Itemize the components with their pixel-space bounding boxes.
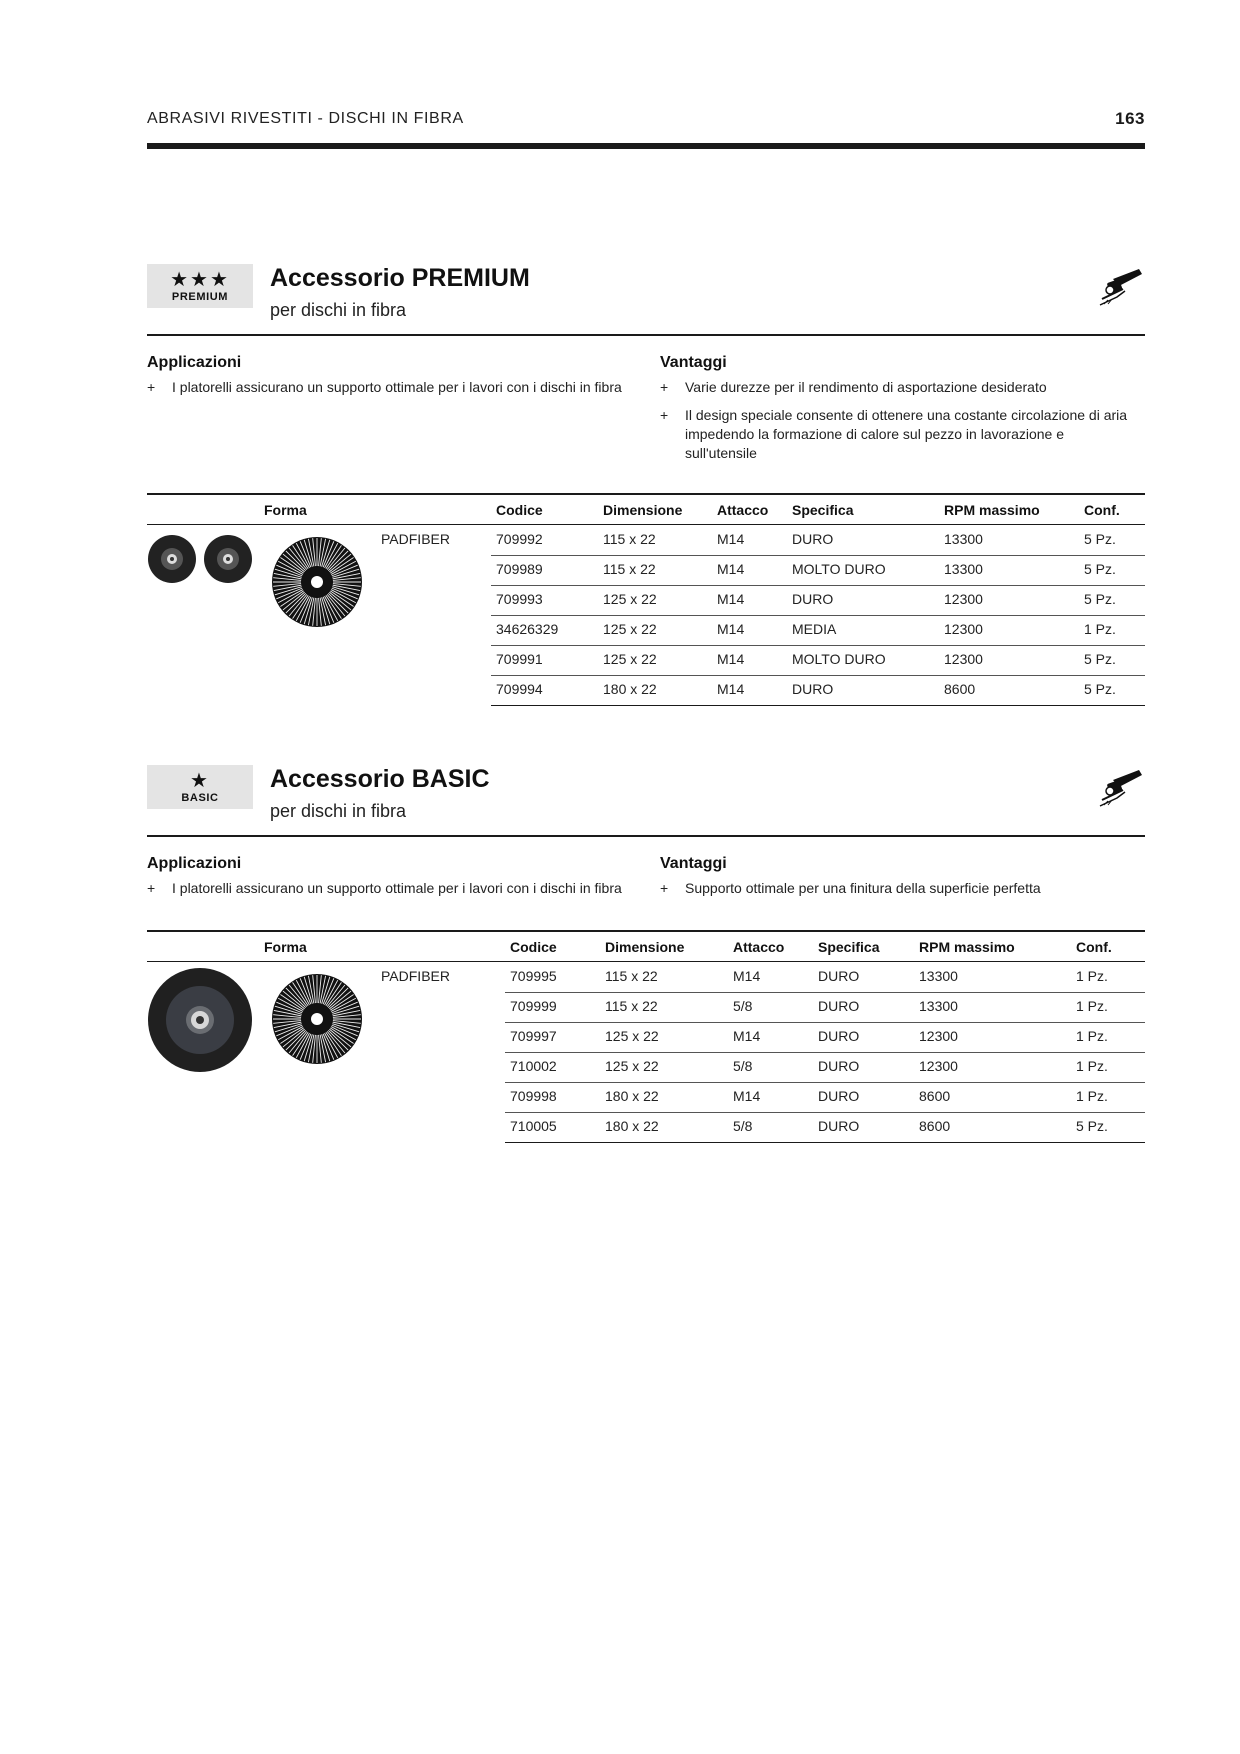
- dimensione-cell: 125 x 22: [605, 1058, 659, 1074]
- codice-cell: 709997: [510, 1028, 557, 1044]
- specifica-cell: MOLTO DURO: [792, 651, 886, 667]
- angle-grinder-icon: [1099, 267, 1145, 307]
- conf-cell: 1 Pz.: [1084, 621, 1116, 637]
- table-row: [505, 1083, 1145, 1113]
- column-header-attacco: Attacco: [733, 939, 785, 955]
- codice-cell: 709991: [496, 651, 543, 667]
- dimensione-cell: 180 x 22: [605, 1118, 659, 1134]
- attacco-cell: 5/8: [733, 1118, 753, 1134]
- section-subtitle: per dischi in fibra: [270, 300, 407, 320]
- codice-cell: 709989: [496, 561, 543, 577]
- applications-heading: Applicazioni: [147, 855, 242, 872]
- dimensione-cell: 125 x 22: [603, 621, 657, 637]
- ribbed-backing-pad-image: [271, 973, 363, 1065]
- codice-cell: 709992: [496, 531, 543, 547]
- specifica-cell: DURO: [818, 1118, 860, 1134]
- section-divider: [147, 334, 1145, 336]
- rpm-cell: 13300: [919, 968, 958, 984]
- dimensione-cell: 125 x 22: [603, 591, 657, 607]
- specifica-cell: DURO: [818, 1088, 860, 1104]
- table-row: [491, 556, 1145, 586]
- section-title: Accessorio PREMIUM: [270, 264, 530, 292]
- codice-cell: 709994: [496, 681, 543, 697]
- conf-cell: 5 Pz.: [1084, 531, 1116, 547]
- specifica-cell: MOLTO DURO: [792, 561, 886, 577]
- table-row: [505, 1113, 1145, 1143]
- rpm-cell: 12300: [944, 651, 983, 667]
- specifica-cell: DURO: [818, 968, 860, 984]
- attacco-cell: M14: [717, 531, 745, 547]
- attacco-cell: M14: [717, 591, 745, 607]
- table-row: [505, 963, 1145, 993]
- attacco-cell: M14: [717, 681, 745, 697]
- rpm-cell: 12300: [944, 621, 983, 637]
- specifica-cell: DURO: [792, 681, 834, 697]
- attacco-cell: M14: [717, 621, 745, 637]
- backing-pad-pair-image: [147, 533, 257, 585]
- table-row: [505, 993, 1145, 1023]
- dimensione-cell: 115 x 22: [605, 968, 658, 984]
- dimensione-cell: 125 x 22: [605, 1028, 659, 1044]
- basic-badge: [147, 765, 253, 809]
- table-row: [491, 586, 1145, 616]
- attacco-cell: M14: [717, 561, 745, 577]
- dimensione-cell: 115 x 22: [603, 531, 656, 547]
- specifica-cell: DURO: [818, 1058, 860, 1074]
- application-item: + I platorelli assicurano un supporto ottimale per i lavori con i dischi in fibra: [147, 379, 622, 395]
- conf-cell: 1 Pz.: [1076, 968, 1108, 984]
- column-header-dimensione: Dimensione: [603, 502, 683, 518]
- table-header-row: [147, 932, 1145, 962]
- attacco-cell: M14: [717, 651, 745, 667]
- column-header-conf: Conf.: [1084, 502, 1120, 518]
- page-number: 163: [1115, 109, 1145, 128]
- column-header-codice: Codice: [496, 502, 543, 518]
- column-header-specifica: Specifica: [792, 502, 854, 518]
- page-header: [147, 110, 1145, 134]
- rpm-cell: 12300: [919, 1058, 958, 1074]
- conf-cell: 5 Pz.: [1076, 1118, 1108, 1134]
- badge-label: PREMIUM: [171, 291, 229, 303]
- specifica-cell: DURO: [818, 998, 860, 1014]
- attacco-cell: M14: [733, 968, 761, 984]
- column-header-specifica: Specifica: [818, 939, 880, 955]
- attacco-cell: M14: [733, 1088, 761, 1104]
- specifica-cell: DURO: [792, 531, 834, 547]
- dimensione-cell: 125 x 22: [603, 651, 657, 667]
- table-header-row: [147, 495, 1145, 525]
- specifica-cell: MEDIA: [792, 621, 837, 637]
- column-header-dimensione: Dimensione: [605, 939, 685, 955]
- applications-heading: Applicazioni: [147, 354, 242, 371]
- specifica-cell: DURO: [792, 591, 834, 607]
- advantage-item: + Il design speciale consente di ottenere una costante circolazione di aria impedendo la formazione di calore sul pezzo in lavorazione e sull'utensile: [660, 407, 1128, 461]
- column-header-conf: Conf.: [1076, 939, 1112, 955]
- codice-cell: 709999: [510, 998, 557, 1014]
- table-row: [491, 676, 1145, 706]
- rpm-cell: 8600: [944, 681, 976, 697]
- codice-cell: 709993: [496, 591, 543, 607]
- ribbed-backing-pad-image: [271, 536, 363, 628]
- angle-grinder-icon: [1099, 768, 1145, 808]
- codice-cell: 709998: [510, 1088, 557, 1104]
- rpm-cell: 12300: [919, 1028, 958, 1044]
- conf-cell: 1 Pz.: [1076, 998, 1108, 1014]
- dimensione-cell: 180 x 22: [603, 681, 657, 697]
- section-basic: [147, 765, 1145, 1145]
- dimensione-cell: 115 x 22: [605, 998, 658, 1014]
- badge-label: BASIC: [181, 792, 219, 804]
- conf-cell: 1 Pz.: [1076, 1088, 1108, 1104]
- codice-cell: 709995: [510, 968, 557, 984]
- running-title: ABRASIVI RIVESTITI - DISCHI IN FIBRA: [147, 110, 464, 127]
- plus-icon: +: [147, 379, 156, 395]
- codice-cell: 710002: [510, 1058, 557, 1074]
- advantages-heading: Vantaggi: [660, 855, 727, 872]
- attacco-cell: 5/8: [733, 1058, 753, 1074]
- dimensione-cell: 180 x 22: [605, 1088, 659, 1104]
- rpm-cell: 13300: [919, 998, 958, 1014]
- conf-cell: 5 Pz.: [1084, 591, 1116, 607]
- plus-icon: +: [147, 880, 156, 896]
- backing-pad-image: [147, 967, 253, 1073]
- dimensione-cell: 115 x 22: [603, 561, 656, 577]
- plus-icon: +: [660, 379, 669, 395]
- codice-cell: 710005: [510, 1118, 557, 1134]
- table-row: [505, 1053, 1145, 1083]
- section-subtitle: per dischi in fibra: [270, 801, 407, 821]
- column-header-rpm: RPM massimo: [919, 939, 1015, 955]
- table-row: [505, 1023, 1145, 1053]
- advantage-item: + Varie durezze per il rendimento di asportazione desiderato: [660, 379, 1047, 395]
- table-row: [491, 616, 1145, 646]
- rpm-cell: 8600: [919, 1088, 951, 1104]
- product-table: [147, 493, 1145, 710]
- star-rating-icon: ★: [190, 770, 210, 792]
- column-header-codice: Codice: [510, 939, 557, 955]
- table-row: [491, 526, 1145, 556]
- conf-cell: 5 Pz.: [1084, 681, 1116, 697]
- star-rating-icon: ★★★: [170, 269, 230, 291]
- premium-badge: [147, 264, 253, 308]
- table-row: [491, 646, 1145, 676]
- application-item: + I platorelli assicurano un supporto ottimale per i lavori con i dischi in fibra: [147, 880, 622, 896]
- rpm-cell: 13300: [944, 561, 983, 577]
- rpm-cell: 13300: [944, 531, 983, 547]
- column-header-forma: Forma: [264, 502, 307, 518]
- conf-cell: 1 Pz.: [1076, 1028, 1108, 1044]
- rpm-cell: 12300: [944, 591, 983, 607]
- attacco-cell: 5/8: [733, 998, 753, 1014]
- section-title: Accessorio BASIC: [270, 765, 490, 793]
- attacco-cell: M14: [733, 1028, 761, 1044]
- conf-cell: 1 Pz.: [1076, 1058, 1108, 1074]
- plus-icon: +: [660, 407, 669, 423]
- header-divider: [147, 143, 1145, 149]
- advantages-heading: Vantaggi: [660, 354, 727, 371]
- column-header-attacco: Attacco: [717, 502, 769, 518]
- specifica-cell: DURO: [818, 1028, 860, 1044]
- plus-icon: +: [660, 880, 669, 896]
- rpm-cell: 8600: [919, 1118, 951, 1134]
- product-table: [147, 930, 1145, 1147]
- form-label: PADFIBER: [381, 968, 450, 984]
- section-divider: [147, 835, 1145, 837]
- advantage-item: + Supporto ottimale per una finitura della superficie perfetta: [660, 880, 1041, 896]
- conf-cell: 5 Pz.: [1084, 651, 1116, 667]
- section-premium: [147, 264, 1145, 710]
- column-header-forma: Forma: [264, 939, 307, 955]
- column-header-rpm: RPM massimo: [944, 502, 1040, 518]
- conf-cell: 5 Pz.: [1084, 561, 1116, 577]
- codice-cell: 34626329: [496, 621, 559, 637]
- form-label: PADFIBER: [381, 531, 450, 547]
